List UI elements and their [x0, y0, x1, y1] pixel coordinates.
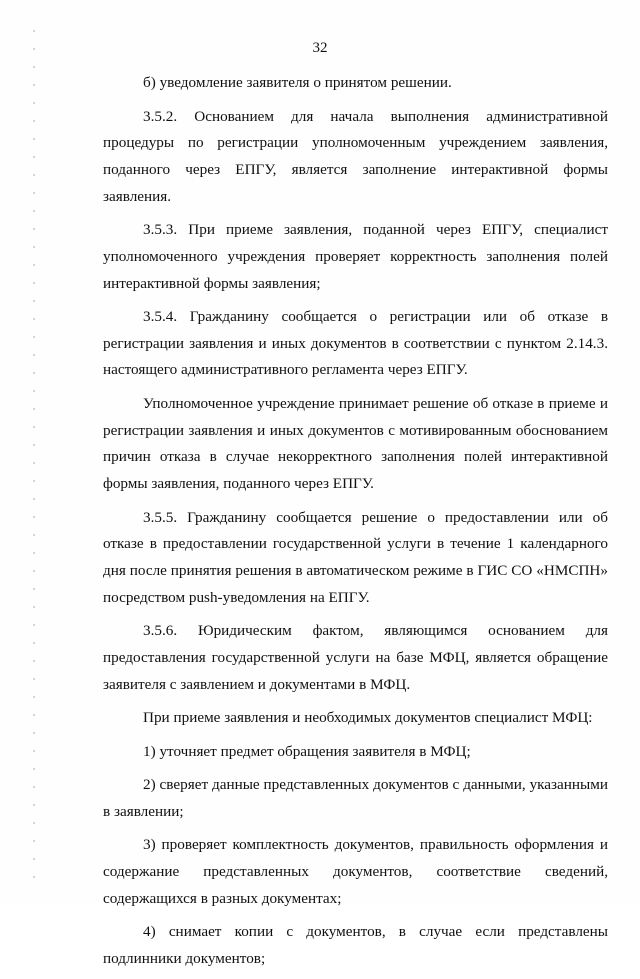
paragraph-2: 3.5.2. Основанием для начала выполнения административной процедуры по регистрации уполномоченным учреждением заявления, поданного через ЕПГУ, является заполнение интерактивной формы заявления. — [103, 107, 608, 205]
paragraph-1: б) уведомление заявителя о принятом решении. — [143, 74, 452, 91]
paragraph-10: 2) сверяет данные представленных документов с данными, указанными в заявлении; — [103, 776, 608, 820]
paragraph-6: 3.5.5. Гражданину сообщается решение о предоставлении или об отказе в предоставлении государственной услуги в течение 1 календарного дня после принятия решения в автоматическом режиме в ГИС СО «НМСПН» посредством push-уведомления на ЕПГУ. — [103, 508, 608, 606]
paragraph-11: 3) проверяет комплектность документов, правильность оформления и содержание представленных документов, соответствие сведений, содержащихся в разных документах; — [103, 836, 608, 907]
page-number: 32 — [312, 40, 328, 56]
paragraph-12: 4) снимает копии с документов, в случае если представлены подлинники документов; — [103, 923, 608, 967]
document-body — [103, 70, 608, 979]
paragraph-5: Уполномоченное учреждение принимает решение об отказе в приеме и регистрации заявления и иных документов с мотивированным обоснованием причин отказа в случае некорректного заполнения полей интерактивной формы заявления, поданного через ЕПГУ. — [103, 394, 608, 493]
paragraph-8: При приеме заявления и необходимых документов специалист МФЦ: — [143, 709, 593, 727]
paragraph-4: 3.5.4. Гражданину сообщается о регистрации или об отказе в регистрации заявления и иных документов в соответствии с пунктом 2.14.3. настоящего административного регламента через ЕПГУ. — [103, 308, 608, 379]
paragraph-7: 3.5.6. Юридическим фактом, являющимся основанием для предоставления государственной услуги на базе МФЦ, является обращение заявителя с заявлением и документами в МФЦ. — [103, 622, 608, 693]
paragraph-9: 1) уточняет предмет обращения заявителя в МФЦ; — [143, 742, 471, 760]
paragraph-3: 3.5.3. При приеме заявления, поданной через ЕПГУ, специалист уполномоченного учреждения проверяет корректность заполнения полей интерактивной формы заявления; — [103, 221, 608, 292]
binding-margin-marks — [33, 30, 35, 880]
